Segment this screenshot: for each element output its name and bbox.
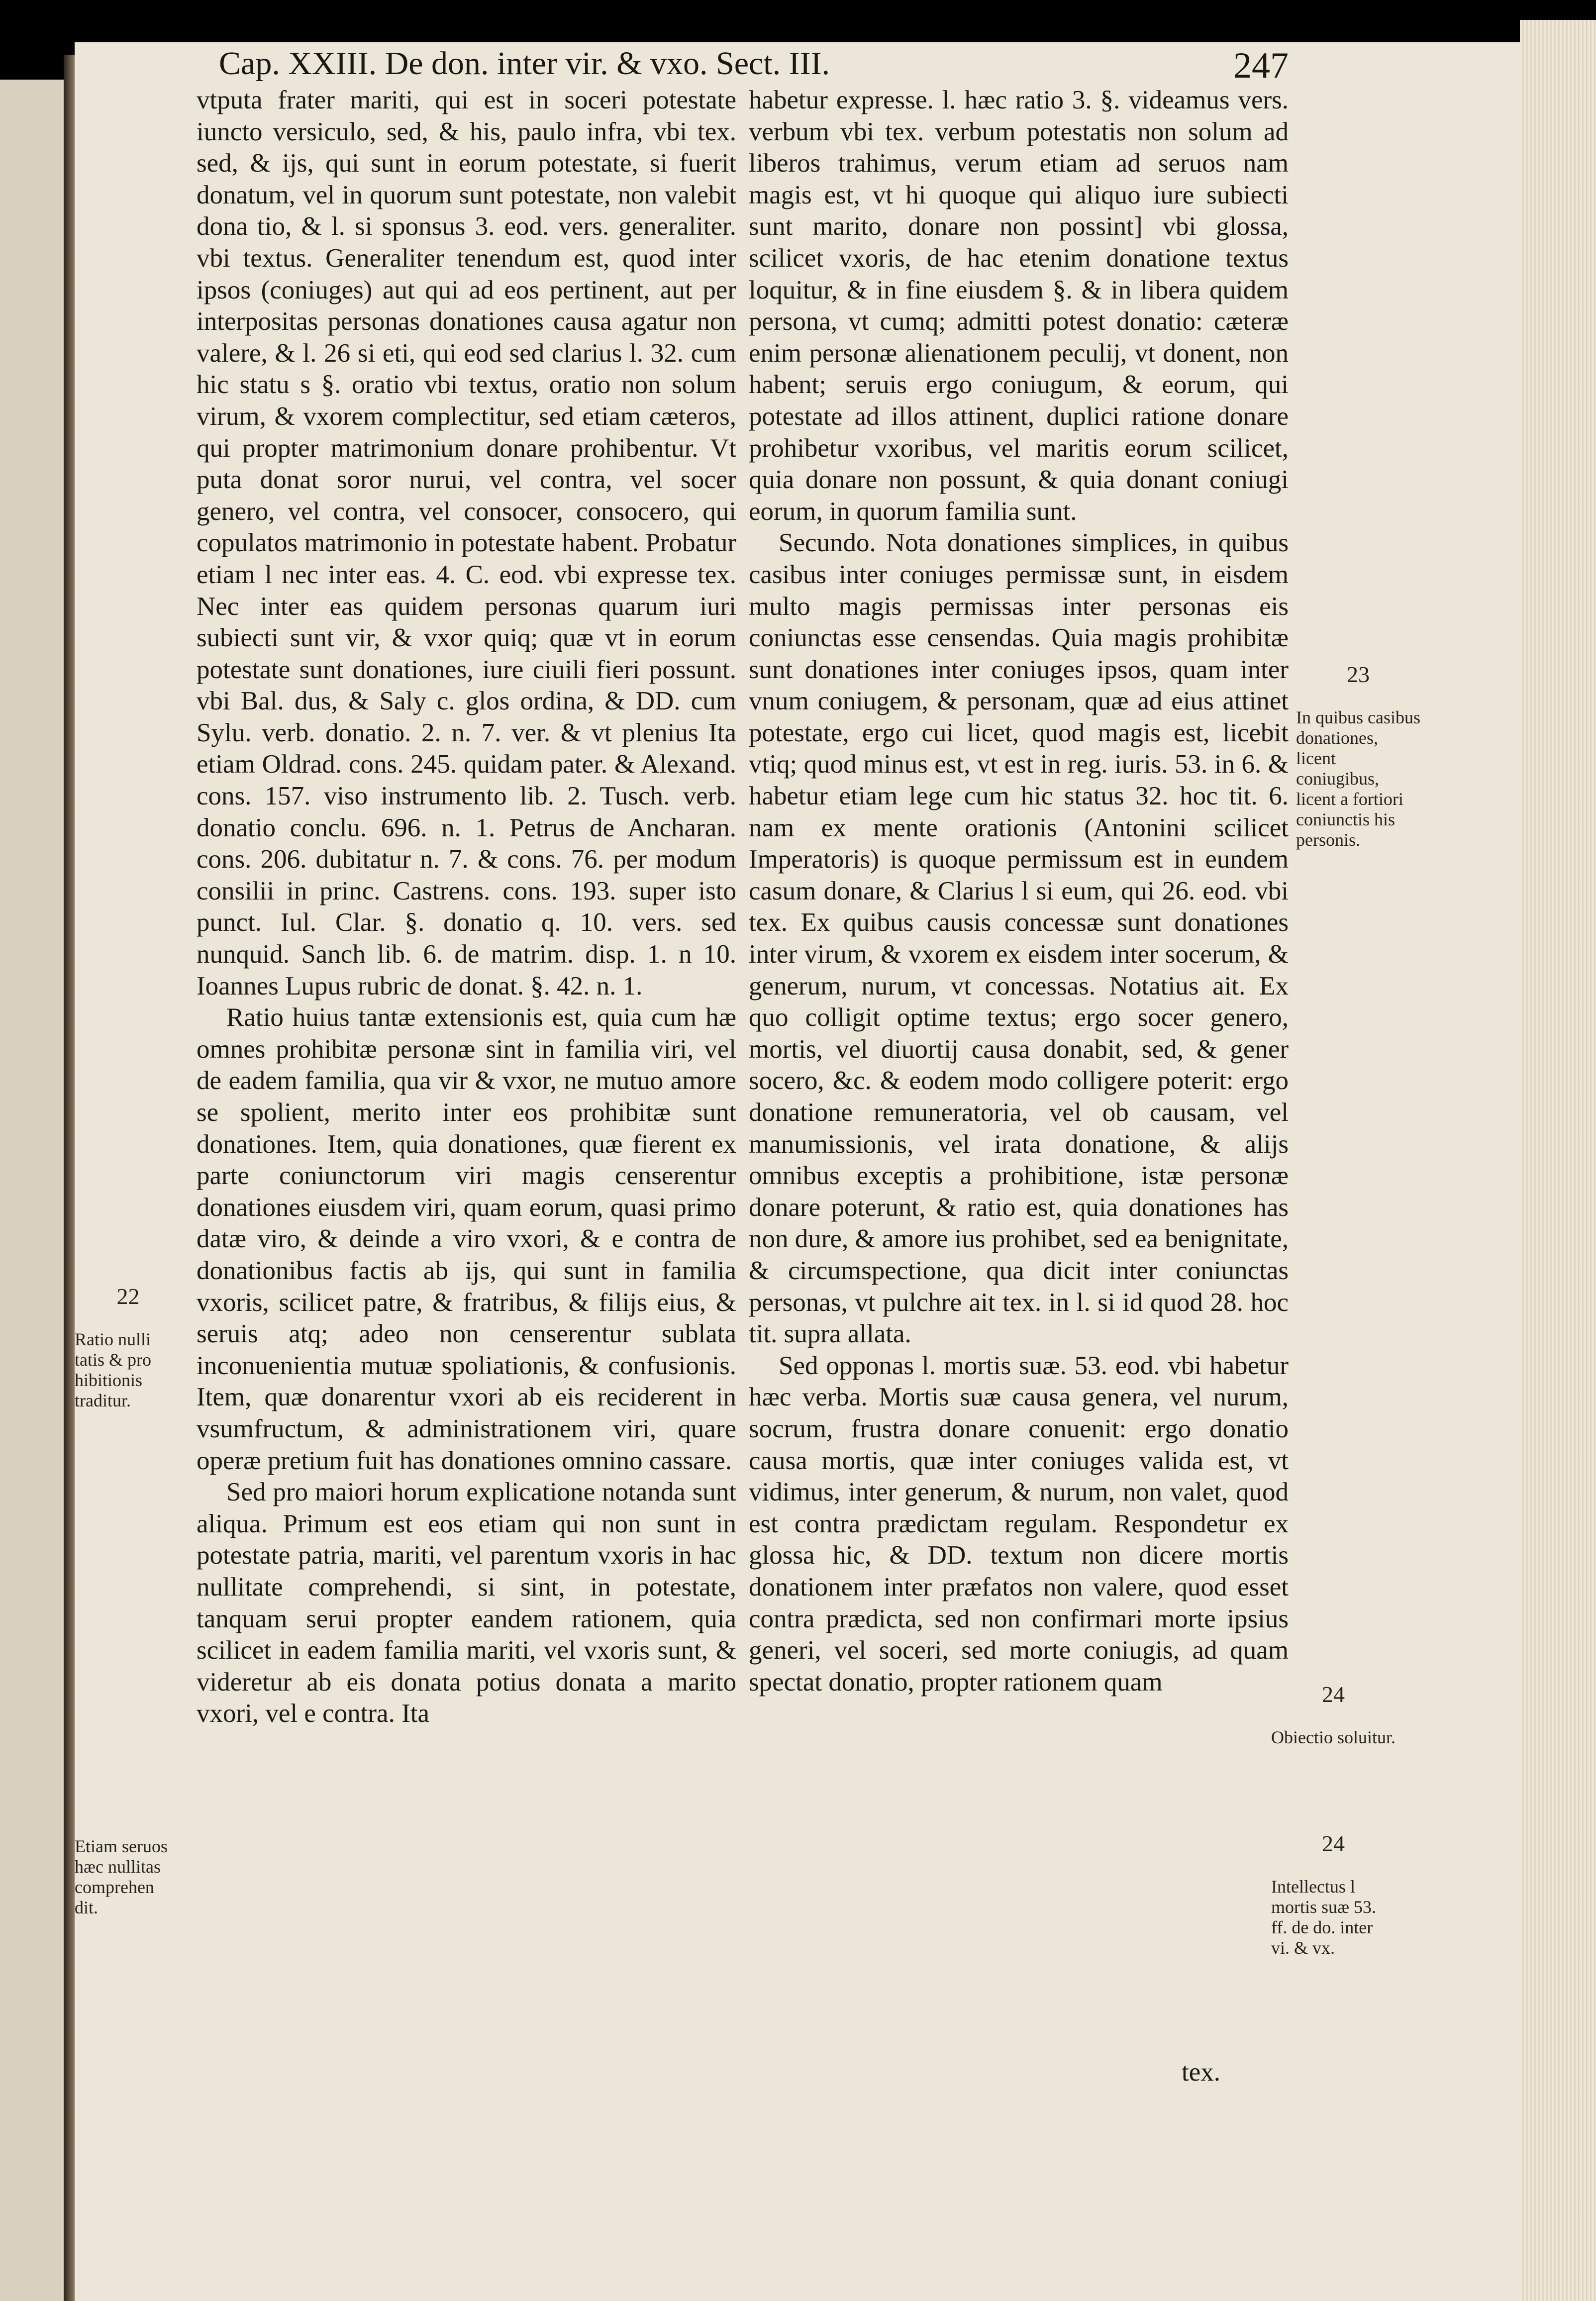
page-block-edge	[1520, 20, 1596, 2301]
paragraph: vtputa frater mariti, qui est in soceri potestate iuncto versiculo, sed, & his, paulo infra, vbi tex. sed, & ijs, qui sunt in eorum potestate, si fuerit donatum, vel in quorum sunt potestate, non valebit dona tio, & l. si sponsus 3. eod. vers. generaliter. vbi textus. Generaliter tenendum est, quod inter ipsos (coniuges) aut qui ad eos pertinent, aut per interpositas personas donationes causa agatur non valere, & l. 26 si eti, qui eod sed clarius l. 32. cum hic statu s §. oratio vbi textus, oratio non solum virum, & vxorem complectitur, sed etiam cæteros, qui propter matrimonium donare prohibentur. Vt puta donat soror nurui, vel contra, vel socer genero, vel contra, vel consocer, consocero, qui copulatos matrimonio in potestate habent. Probatur etiam l nec inter eas. 4. C. eod. vbi expresse tex. Nec inter eas quidem personas quarum iuri subiecti sunt vir, & vxor quiq; quæ vt in eorum potestate sunt donationes, iure ciuili fieri possunt. vbi Bal. dus, & Saly c. glos ordina, & DD. cum Sylu. verb. donatio. 2. n. 7. ver. & vt plenius Ita etiam Oldrad. cons. 245. quidam pater. & Alexand. cons. 157. viso instrumento lib. 2. Tusch. verb. donatio conclu. 696. n. 1. Petrus de Ancharan. cons. 206. dubitatur n. 7. & cons. 76. per modum consilii in princ. Castrens. cons. 193. super isto punct. Iul. Clar. §. donatio q. 10. vers. sed nunquid. Sanch lib. 6. de matrim. disp. 1. n 10. Ioannes Lupus rubric de donat. §. 42. n. 1.	[197, 86, 736, 1000]
page-header	[219, 45, 1289, 86]
marginal-note-number: 24	[1322, 1682, 1345, 1707]
marginal-note-text: In quibus casibus donationes, licent coniugibus, licent a fortiori coniunctis his personis.	[1296, 707, 1420, 850]
marginal-note-text: Ratio nulli tatis & pro hibitionis traditur.	[75, 1329, 151, 1410]
marginal-note	[1271, 1662, 1396, 1748]
marginal-note-number: 24	[1322, 1831, 1345, 1856]
left-column	[197, 85, 736, 1730]
paragraph: Secundo. Nota donationes simplices, in quibus casibus inter coniuges permissæ sunt, in eisdem multo magis permissas inter personas eis coniunctas esse censendas. Quia magis prohibitæ sunt donationes inter coniuges ipsos, quam inter vnum coniugem, & personam, quæ ad eius attinet potestate, ergo cui licet, quod magis est, licebit vtiq; quod minus est, vt est in reg. iuris. 53. in 6. & habetur etiam lege cum hic status 32. hoc tit. 6. nam ex mente orationis (Antonini scilicet Imperatoris) is quoque permissum est in eundem casum donare, & Clarius l si eum, qui 26. eod. vbi tex. Ex quibus causis concessæ sunt donationes inter virum, & vxorem ex eisdem inter socerum, & generum, nurum, vt concessas. Notatius ait. Ex quo colligit optime textus; ergo socer genero, mortis, vel diuortij causa donabit, sed, & gener socero, &c. & eodem modo colligere poterit: ergo donatione remuneratoria, vel ob causam, vel manumissionis, vel irata donatione, & alijs omnibus exceptis a prohibitione, istæ personæ donare poterunt, & ratio est, quia donationes has non dure, & amore ius prohibet, sed ea benignitate, & circumspectione, qua dicit inter coniunctas personas, vt pulchre ait tex. in l. si id quod 28. hoc tit. supra allata.	[749, 528, 1289, 1349]
binding-gutter	[64, 55, 75, 2301]
running-head: Cap. XXIII. De don. inter vir. & vxo. Sect. III.	[219, 45, 830, 82]
marginal-note	[1296, 642, 1420, 850]
paragraph: Sed opponas l. mortis suæ. 53. eod. vbi habetur hæc verba. Mortis suæ causa genera, vel nurum, socrum, frustra donare conuenit: ergo donatio causa mortis, quæ inter coniuges valida est, vt vidimus, inter generum, & nurum, non valet, quod est contra prædictam regulam. Respondetur ex glossa hic, & DD. textum non dicere mortis donationem inter præfatos non valere, quod esset contra prædicta, sed non confirmari morte ipsius generi, vel soceri, sed morte coniugis, ad quam spectat donatio, propter rationem quam	[749, 1351, 1289, 1697]
right-column	[749, 85, 1289, 1698]
marginal-note	[75, 1816, 182, 1918]
paragraph: Sed pro maiori horum explicatione notanda sunt aliqua. Primum est eos etiam qui non sunt in potestate patria, mariti, vel parentum vxoris in hac nullitate comprehendi, si sint, in potestate, tanquam serui propter eandem rationem, quia scilicet in eadem familia mariti, vel vxoris sunt, & videretur ab eis donata potius donata a marito vxori, vel e contra. Ita	[197, 1478, 736, 1728]
marginal-note	[75, 1264, 182, 1411]
page-number: 247	[1233, 45, 1289, 86]
catchword: tex.	[1182, 2058, 1220, 2087]
paragraph: habetur expresse. l. hæc ratio 3. §. videamus vers. verbum vbi tex. verbum potestatis non solum ad liberos trahimus, verum etiam ad seruos nam magis est, vt hi quoque qui aliquo iure subiecti sunt marito, donare non possint] vbi glossa, scilicet vxoris, de hac etenim donatione textus loquitur, & in fine eiusdem §. & in libera quidem persona, vt cumq; admitti potest donatio: cæteræ enim personæ alienationem peculij, vt donent, non habent; seruis ergo coniugum, & eorum, qui potestate ad illos attinent, duplici ratione donare prohibetur vxoribus, vel maritis eorum scilicet, quia donare non possunt, & quia donant coniugi eorum, in quorum familia sunt.	[749, 86, 1289, 526]
marginal-note-number: 23	[1347, 662, 1370, 687]
marginal-note-number: 22	[116, 1284, 140, 1309]
marginal-note	[1271, 1811, 1396, 1958]
previous-page-edge	[0, 80, 67, 2301]
marginal-note-text: Etiam seruos hæc nullitas comprehen dit.	[75, 1836, 168, 1917]
marginal-note-text: Intellectus l mortis suæ 53. ff. de do. inter vi. & vx.	[1271, 1877, 1377, 1958]
marginal-note-text: Obiectio soluitur.	[1271, 1727, 1396, 1747]
paragraph: Ratio huius tantæ extensionis est, quia cum hæ omnes prohibitæ personæ sint in familia viri, vel de eadem familia, qua vir & vxor, ne mutuo amore se spolient, merito inter eos prohibitæ sunt donationes. Item, quia donationes, quæ fierent ex parte coniunctorum viri magis censerentur donationes eiusdem viri, quam eorum, quasi primo datæ viro, & deinde a viro vxori, & e contra de donationibus factis ab ijs, qui sunt in familia vxoris, scilicet patre, & fratribus, & filijs eius, & seruis atq; adeo non censerentur sublata inconuenientia mutuæ spoliationis, & confusionis. Item, quæ donarentur vxori ab eis reciderent in vsumfructum, & administrationem viri, quare operæ pretium fuit has donationes omnino cassare.	[197, 1003, 736, 1475]
